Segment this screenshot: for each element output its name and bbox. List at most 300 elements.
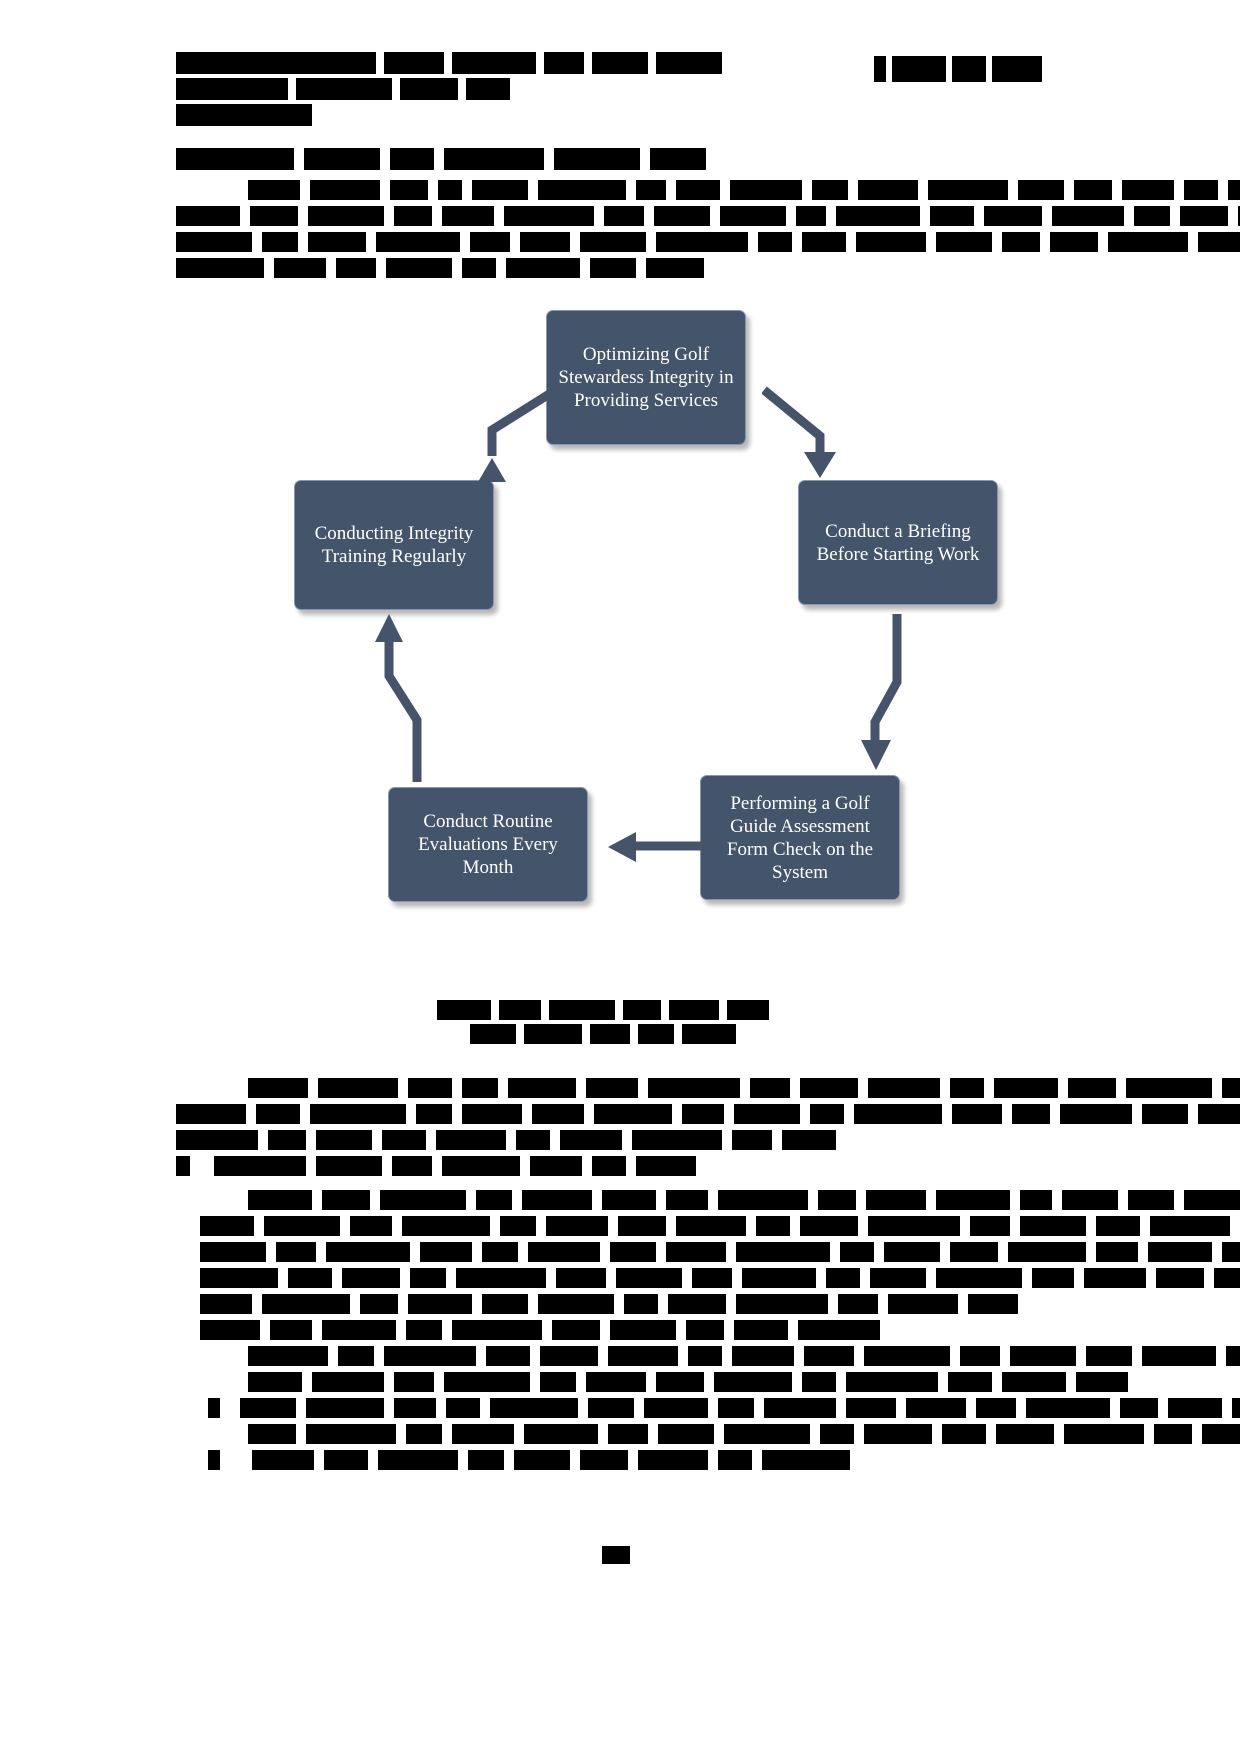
redacted-word — [486, 1346, 530, 1366]
redacted-word — [546, 1216, 608, 1236]
process-cycle-diagram — [0, 300, 1240, 920]
redacted-text-line — [176, 232, 1240, 252]
redacted-word — [874, 56, 886, 82]
redacted-word — [438, 180, 462, 200]
redacted-word — [476, 1190, 512, 1210]
redacted-word — [838, 1294, 878, 1314]
redacted-word — [408, 1078, 452, 1098]
redacted-word — [390, 148, 434, 170]
diagram-node-optimizing-golf-stewardess-integrity[interactable] — [546, 310, 746, 445]
diagram-node-label: Conduct Routine Evaluations Every Month — [418, 811, 558, 878]
redacted-word — [408, 1294, 472, 1314]
redacted-word — [718, 1398, 754, 1418]
redacted-word — [544, 52, 584, 74]
redacted-word — [624, 1294, 658, 1314]
redacted-word — [756, 1216, 790, 1236]
redacted-word — [506, 258, 580, 278]
redacted-word — [592, 52, 648, 74]
redacted-word — [854, 1104, 942, 1124]
redacted-text-line — [248, 1424, 1240, 1444]
redacted-word — [520, 232, 570, 252]
redacted-word — [1226, 1346, 1240, 1366]
redacted-word — [762, 1450, 850, 1470]
redacted-word — [734, 1320, 788, 1340]
redacted-word — [1002, 1372, 1066, 1392]
redacted-word — [490, 1398, 578, 1418]
redacted-word — [1154, 1424, 1192, 1444]
redacted-word — [462, 258, 496, 278]
redacted-word — [936, 232, 992, 252]
redacted-word — [718, 1190, 808, 1210]
redacted-word — [826, 1268, 860, 1288]
redacted-word — [580, 1450, 628, 1470]
redacted-word — [336, 258, 376, 278]
redacted-word — [804, 1346, 854, 1366]
redacted-word — [636, 1156, 696, 1176]
redacted-word — [592, 1156, 626, 1176]
redacted-word — [208, 1450, 220, 1470]
diagram-node-label: Performing a Golf Guide Assessment Form Check on the System — [726, 792, 874, 883]
redacted-word — [892, 56, 946, 82]
redacted-text-line — [437, 1000, 769, 1020]
redacted-word — [936, 1268, 1022, 1288]
redacted-word — [960, 1346, 1000, 1366]
redacted-word — [992, 56, 1042, 82]
redacted-word — [758, 232, 792, 252]
redacted-word — [590, 258, 636, 278]
redacted-word — [504, 206, 594, 226]
redacted-word — [727, 1000, 769, 1020]
redacted-word — [1126, 1078, 1212, 1098]
redacted-word — [656, 232, 748, 252]
redacted-word — [310, 180, 380, 200]
redacted-word — [1214, 1268, 1240, 1288]
redacted-text-line — [208, 1398, 220, 1418]
redacted-word — [248, 1424, 296, 1444]
redacted-word — [554, 148, 640, 170]
redacted-word — [948, 1372, 992, 1392]
redacted-word — [316, 1156, 382, 1176]
redacted-word — [416, 1104, 452, 1124]
redacted-word — [870, 1268, 926, 1288]
redacted-word — [984, 206, 1042, 226]
redacted-word — [668, 1294, 726, 1314]
redacted-word — [240, 1398, 296, 1418]
redacted-word — [176, 258, 264, 278]
redacted-word — [732, 1346, 794, 1366]
redacted-word — [1120, 1398, 1158, 1418]
redacted-word — [590, 1024, 630, 1044]
redacted-word — [610, 1320, 676, 1340]
redacted-word — [386, 258, 452, 278]
redacted-word — [462, 1078, 498, 1098]
redacted-word — [1198, 1104, 1240, 1124]
redacted-word — [1184, 180, 1218, 200]
redacted-word — [840, 1242, 874, 1262]
redacted-word — [538, 180, 626, 200]
redacted-word — [532, 1104, 584, 1124]
redacted-word — [176, 104, 312, 126]
redacted-text-line — [176, 1130, 836, 1150]
redacted-word — [818, 1190, 856, 1210]
redacted-word — [868, 1078, 940, 1098]
redacted-text-line — [176, 148, 706, 170]
redacted-text-line — [252, 1450, 850, 1470]
redacted-word — [310, 1104, 406, 1124]
redacted-word — [730, 180, 802, 200]
redacted-word — [820, 1424, 854, 1444]
redacted-word — [638, 1024, 674, 1044]
redacted-word — [682, 1104, 724, 1124]
redacted-text-line — [176, 1156, 190, 1176]
redacted-word — [1064, 1424, 1144, 1444]
redacted-text-line — [248, 180, 1240, 200]
redacted-word — [796, 206, 826, 226]
diagram-node-label: Optimizing Golf Stewardess Integrity in Providing Services — [558, 344, 734, 411]
redacted-word — [1134, 206, 1170, 226]
redacted-word — [176, 1130, 258, 1150]
redacted-word — [516, 1130, 550, 1150]
redacted-word — [384, 1346, 476, 1366]
redacted-word — [514, 1450, 570, 1470]
redacted-word — [586, 1078, 638, 1098]
redacted-word — [466, 78, 510, 100]
arrow-left-to-top — [436, 378, 566, 488]
redacted-word — [540, 1372, 576, 1392]
redacted-word — [252, 1450, 314, 1470]
redacted-word — [442, 206, 494, 226]
redacted-word — [306, 1424, 396, 1444]
redacted-word — [798, 1320, 880, 1340]
redacted-word — [322, 1190, 370, 1210]
redacted-word — [268, 1130, 306, 1150]
redacted-word — [382, 1130, 426, 1150]
redacted-word — [928, 180, 1008, 200]
redacted-word — [1142, 1346, 1216, 1366]
redacted-word — [270, 1320, 312, 1340]
redacted-word — [499, 1000, 541, 1020]
redacted-word — [866, 1190, 926, 1210]
redacted-word — [274, 258, 326, 278]
redacted-word — [676, 1216, 746, 1236]
redacted-text-line — [248, 1078, 1240, 1098]
redacted-word — [442, 1156, 520, 1176]
diagram-node-routine-evaluations[interactable] — [388, 787, 588, 902]
redacted-word — [714, 1372, 792, 1392]
redacted-word — [248, 1078, 308, 1098]
redacted-word — [250, 206, 298, 226]
redacted-word — [636, 180, 666, 200]
redacted-text-line — [200, 1268, 1240, 1288]
redacted-word — [256, 1104, 300, 1124]
redacted-word — [950, 1078, 984, 1098]
redacted-word — [524, 1424, 598, 1444]
redacted-text-line — [200, 1320, 880, 1340]
redacted-word — [1202, 1424, 1240, 1444]
redacted-text-line — [200, 1242, 1240, 1262]
redacted-word — [970, 1216, 1010, 1236]
redacted-word — [342, 1268, 400, 1288]
redacted-word — [306, 1398, 384, 1418]
redacted-word — [1150, 1216, 1230, 1236]
redacted-word — [742, 1268, 816, 1288]
redacted-word — [942, 1424, 986, 1444]
redacted-text-line — [602, 1546, 630, 1564]
redacted-word — [666, 1242, 726, 1262]
redacted-word — [390, 180, 428, 200]
redacted-word — [446, 1398, 480, 1418]
redacted-text-line — [176, 104, 312, 126]
redacted-word — [750, 1078, 790, 1098]
redacted-text-line — [176, 1104, 1240, 1124]
redacted-word — [248, 180, 300, 200]
redacted-text-line — [470, 1024, 736, 1044]
redacted-word — [996, 1424, 1054, 1444]
redacted-word — [588, 1398, 634, 1418]
redacted-text-line — [200, 1216, 1240, 1236]
redacted-word — [1148, 1242, 1212, 1262]
redacted-word — [350, 1216, 392, 1236]
redacted-text-line — [214, 1156, 696, 1176]
redacted-word — [472, 180, 528, 200]
redacted-word — [452, 52, 536, 74]
redacted-word — [936, 1190, 1010, 1210]
redacted-word — [308, 232, 366, 252]
redacted-word — [394, 1372, 434, 1392]
redacted-word — [610, 1242, 656, 1262]
redacted-word — [864, 1346, 950, 1366]
redacted-word — [1032, 1268, 1074, 1288]
redacted-word — [764, 1398, 836, 1418]
redacted-word — [436, 1130, 506, 1150]
redacted-word — [856, 232, 926, 252]
redacted-word — [264, 1216, 340, 1236]
redacted-word — [656, 1372, 704, 1392]
redacted-word — [444, 1372, 530, 1392]
redacted-word — [580, 232, 646, 252]
redacted-word — [296, 78, 392, 100]
redacted-word — [616, 1268, 682, 1288]
redacted-word — [176, 232, 252, 252]
redacted-word — [952, 1104, 1002, 1124]
redacted-word — [676, 180, 720, 200]
redacted-word — [1180, 206, 1228, 226]
redacted-word — [1012, 1104, 1050, 1124]
redacted-word — [456, 1268, 546, 1288]
redacted-word — [392, 1156, 432, 1176]
redacted-word — [650, 148, 706, 170]
redacted-word — [406, 1424, 442, 1444]
diagram-node-label: Conducting Integrity Training Regularly — [314, 523, 474, 567]
redacted-word — [176, 206, 240, 226]
redacted-word — [176, 148, 294, 170]
redacted-word — [528, 1242, 600, 1262]
redacted-word — [560, 1130, 622, 1150]
redacted-word — [1222, 1242, 1240, 1262]
redacted-word — [1156, 1268, 1204, 1288]
redacted-word — [262, 1294, 350, 1314]
redacted-word — [248, 1346, 328, 1366]
redacted-word — [524, 1024, 582, 1044]
arrow-top-to-right — [762, 382, 882, 502]
redacted-word — [200, 1268, 278, 1288]
redacted-word — [308, 206, 384, 226]
redacted-word — [994, 1078, 1058, 1098]
redacted-word — [724, 1424, 810, 1444]
redacted-word — [1052, 206, 1124, 226]
redacted-word — [602, 1546, 630, 1564]
redacted-word — [406, 1320, 442, 1340]
redacted-word — [1020, 1190, 1052, 1210]
redacted-word — [552, 1320, 600, 1340]
redacted-word — [618, 1216, 666, 1236]
redacted-word — [602, 1190, 656, 1210]
redacted-word — [378, 1450, 458, 1470]
redacted-word — [686, 1320, 724, 1340]
redacted-word — [1008, 1242, 1086, 1262]
redacted-word — [376, 232, 460, 252]
redacted-word — [736, 1242, 830, 1262]
redacted-word — [858, 180, 918, 200]
redacted-word — [682, 1024, 736, 1044]
redacted-word — [968, 1294, 1018, 1314]
redacted-word — [604, 206, 644, 226]
arrow-bottom-right-to-bottom-left — [592, 818, 712, 878]
redacted-word — [1026, 1398, 1110, 1418]
redacted-word — [200, 1242, 266, 1262]
redacted-word — [214, 1156, 306, 1176]
redacted-word — [402, 1216, 490, 1236]
redacted-word — [1084, 1268, 1146, 1288]
redacted-word — [846, 1398, 896, 1418]
redacted-word — [638, 1450, 708, 1470]
redacted-word — [326, 1242, 410, 1262]
redacted-word — [420, 1242, 472, 1262]
redacted-word — [1232, 1398, 1240, 1418]
redacted-word — [380, 1190, 466, 1210]
redacted-word — [482, 1294, 528, 1314]
arrow-right-to-bottom-right — [855, 612, 945, 782]
redacted-text-line — [208, 1450, 220, 1470]
redacted-word — [322, 1320, 396, 1340]
redacted-word — [692, 1268, 732, 1288]
redacted-word — [1198, 232, 1240, 252]
redacted-word — [720, 206, 786, 226]
redacted-word — [1018, 180, 1064, 200]
redacted-word — [360, 1294, 398, 1314]
redacted-word — [800, 1216, 858, 1236]
redacted-word — [594, 1104, 672, 1124]
redacted-word — [538, 1294, 614, 1314]
redacted-word — [1010, 1346, 1076, 1366]
redacted-word — [200, 1320, 260, 1340]
redacted-word — [394, 1398, 436, 1418]
redacted-word — [669, 1000, 719, 1020]
redacted-word — [200, 1216, 254, 1236]
redacted-word — [452, 1320, 542, 1340]
redacted-word — [654, 206, 710, 226]
redacted-word — [288, 1268, 332, 1288]
redacted-word — [1142, 1104, 1188, 1124]
redacted-word — [632, 1130, 722, 1150]
redacted-word — [812, 180, 848, 200]
redacted-word — [648, 1078, 740, 1098]
redacted-word — [1096, 1242, 1138, 1262]
redacted-text-line — [874, 56, 1042, 82]
redacted-word — [1228, 180, 1240, 200]
redacted-word — [950, 1242, 998, 1262]
redacted-word — [868, 1216, 960, 1236]
redacted-text-line — [248, 1372, 1128, 1392]
redacted-word — [248, 1190, 312, 1210]
redacted-word — [1168, 1398, 1222, 1418]
redacted-word — [906, 1398, 966, 1418]
redacted-word — [452, 1424, 514, 1444]
redacted-word — [176, 78, 288, 100]
redacted-word — [1050, 232, 1098, 252]
redacted-word — [176, 1156, 190, 1176]
redacted-word — [976, 1398, 1016, 1418]
redacted-word — [394, 206, 432, 226]
redacted-word — [1096, 1216, 1140, 1236]
redacted-word — [646, 258, 704, 278]
redacted-word — [864, 1424, 932, 1444]
redacted-word — [1086, 1346, 1132, 1366]
redacted-word — [176, 52, 376, 74]
diagram-node-golf-guide-assessment-form-check[interactable] — [700, 775, 900, 900]
redacted-word — [732, 1130, 772, 1150]
redacted-word — [846, 1372, 938, 1392]
redacted-word — [437, 1000, 491, 1020]
diagram-node-integrity-training[interactable] — [294, 480, 494, 610]
redacted-text-line — [176, 78, 510, 100]
redacted-text-line — [176, 258, 704, 278]
redacted-word — [1060, 1104, 1132, 1124]
redacted-word — [470, 232, 510, 252]
redacted-word — [952, 56, 986, 82]
redacted-word — [444, 148, 544, 170]
redacted-word — [556, 1268, 606, 1288]
redacted-word — [884, 1242, 940, 1262]
redacted-word — [248, 1372, 302, 1392]
redacted-word — [410, 1268, 446, 1288]
redacted-word — [736, 1294, 828, 1314]
redacted-word — [316, 1130, 372, 1150]
redacted-word — [200, 1294, 252, 1314]
redacted-word — [658, 1424, 714, 1444]
redacted-word — [1122, 180, 1174, 200]
redacted-word — [318, 1078, 398, 1098]
redacted-word — [802, 232, 846, 252]
redacted-word — [1108, 232, 1188, 252]
redacted-text-line — [248, 1346, 1240, 1366]
redacted-word — [644, 1398, 708, 1418]
redacted-word — [276, 1242, 316, 1262]
redacted-word — [384, 52, 444, 74]
redacted-word — [1222, 1078, 1240, 1098]
redacted-word — [1068, 1078, 1116, 1098]
redacted-word — [810, 1104, 844, 1124]
redacted-text-line — [176, 206, 1240, 226]
redacted-word — [549, 1000, 615, 1020]
redacted-text-line — [176, 52, 722, 74]
redacted-word — [666, 1190, 708, 1210]
redacted-word — [608, 1424, 648, 1444]
redacted-word — [734, 1104, 800, 1124]
redacted-text-line — [248, 1190, 1240, 1210]
redacted-word — [500, 1216, 536, 1236]
redacted-word — [1062, 1190, 1118, 1210]
